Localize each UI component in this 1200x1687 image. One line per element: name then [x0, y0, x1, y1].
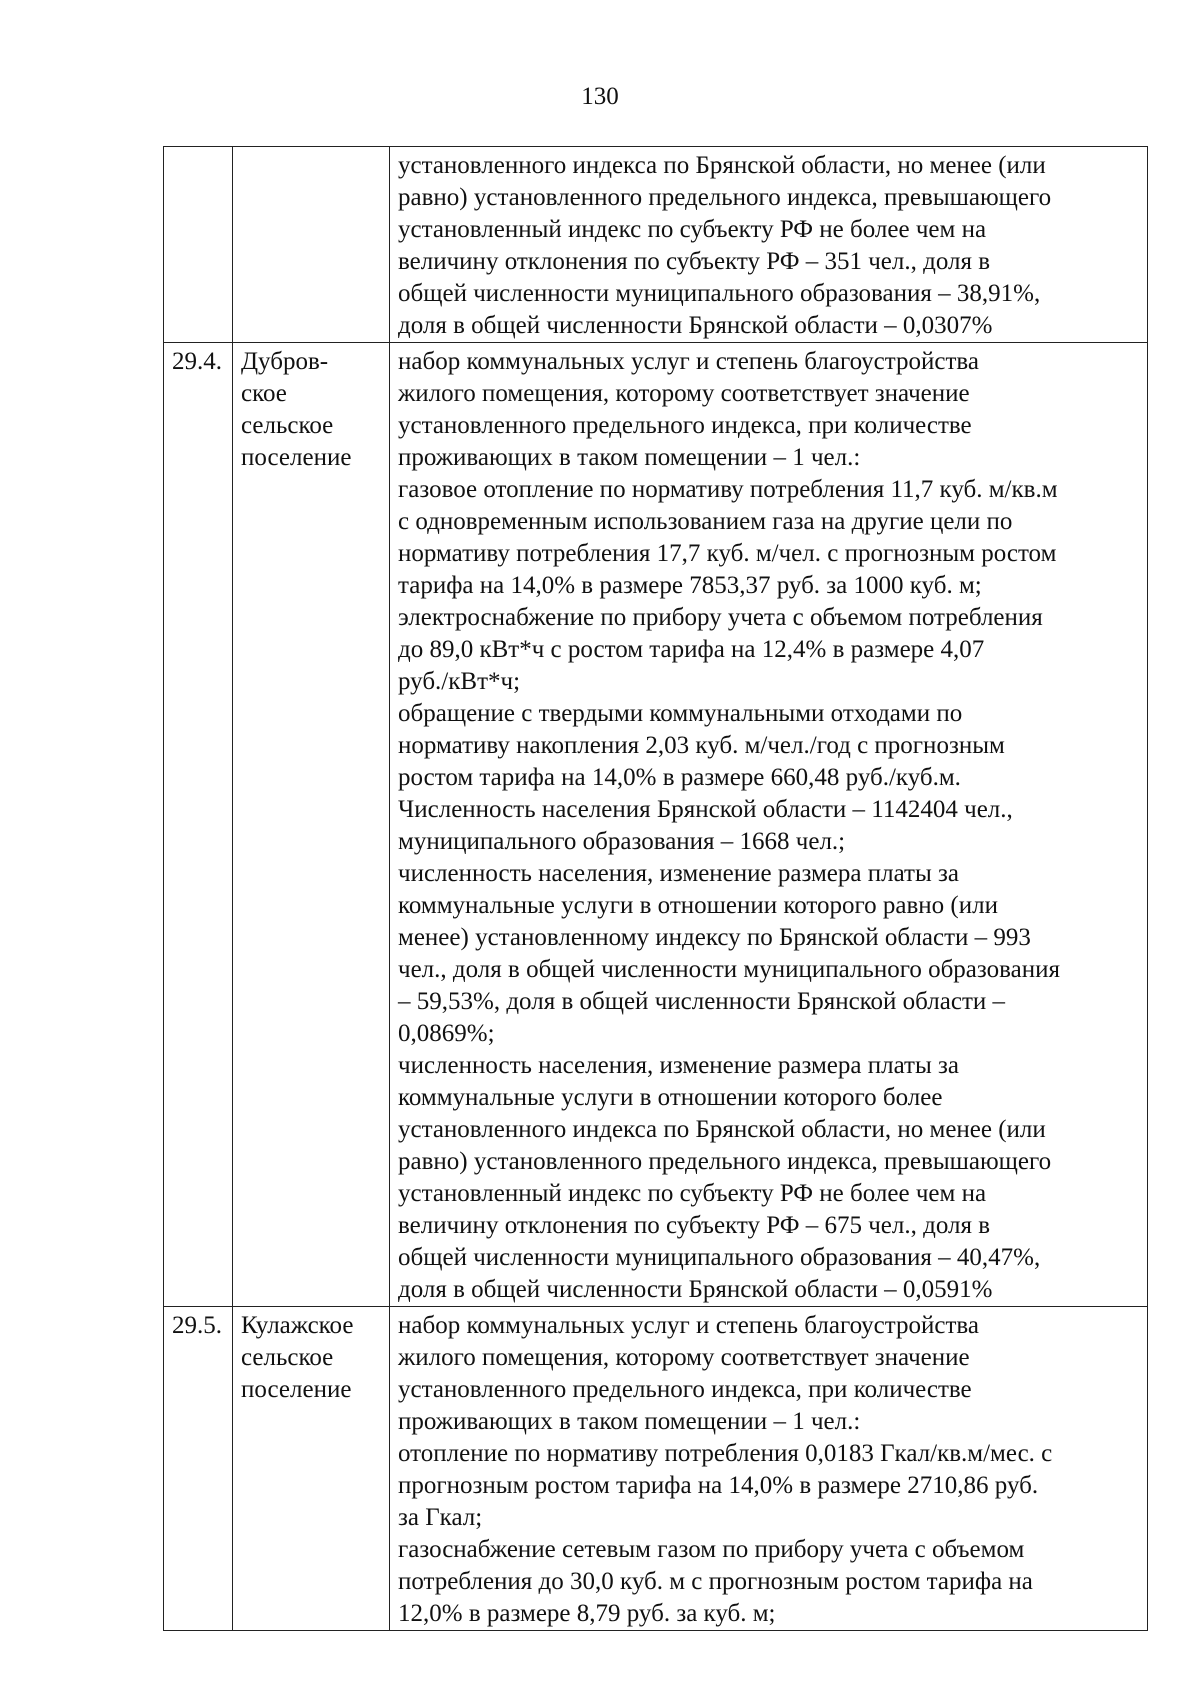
settlement-name-cell: [233, 343, 390, 1307]
description-line: установленного предельного индекса, при количестве: [398, 1376, 972, 1403]
settlement-name-line: Кулажское: [241, 1312, 354, 1339]
description-line: – 59,53%, доля в общей численности Брянской области –: [398, 988, 1005, 1015]
description-line: набор коммунальных услуг и степень благоустройства: [398, 1312, 979, 1339]
description-line: Численность населения Брянской области – 1142404 чел.,: [398, 796, 1013, 823]
description-cell: [390, 343, 1148, 1307]
description-line: нормативу накопления 2,03 куб. м/чел./год с прогнозным: [398, 732, 1005, 759]
table-row: [164, 1307, 1148, 1631]
page-number: 130: [581, 83, 619, 110]
description-line: доля в общей численности Брянской области – 0,0307%: [398, 312, 993, 339]
description-line: газовое отопление по нормативу потребления 11,7 куб. м/кв.м: [398, 476, 1058, 503]
description-line: жилого помещения, которому соответствует значение: [398, 1344, 970, 1371]
description-line: доля в общей численности Брянской области – 0,0591%: [398, 1276, 993, 1303]
row-number-cell: [164, 147, 233, 343]
description-line: газоснабжение сетевым газом по прибору учета с объемом: [398, 1536, 1025, 1563]
settlement-name-line: ское: [241, 380, 287, 407]
settlement-name-line: Дубров-: [241, 348, 329, 375]
description-line: тарифа на 14,0% в размере 7853,37 руб. за 1000 куб. м;: [398, 572, 982, 599]
description-line: руб./кВт*ч;: [398, 668, 521, 695]
description-line: установленного предельного индекса, при количестве: [398, 412, 972, 439]
description-line: проживающих в таком помещении – 1 чел.:: [398, 1408, 861, 1435]
settlement-name-cell: [233, 147, 390, 343]
settlement-name-line: сельское: [241, 1344, 334, 1371]
description-line: менее) установленному индексу по Брянской области – 993: [398, 924, 1031, 951]
table-body: [164, 147, 1148, 1631]
settlement-name-line: поселение: [241, 444, 352, 471]
description-line: установленный индекс по субъекту РФ не более чем на: [398, 1180, 987, 1207]
description-line: чел., доля в общей численности муниципального образования: [398, 956, 1060, 983]
row-number-cell: [164, 343, 233, 1307]
description-line: равно) установленного предельного индекса, превышающего: [398, 184, 1052, 211]
description-line: численность населения, изменение размера платы за: [398, 1052, 959, 1079]
description-line: установленного индекса по Брянской области, но менее (или: [398, 152, 1046, 179]
description-line: величину отклонения по субъекту РФ – 675 чел., доля в: [398, 1212, 991, 1239]
description-line: равно) установленного предельного индекса, превышающего: [398, 1148, 1052, 1175]
description-line: муниципального образования – 1668 чел.;: [398, 828, 846, 855]
description-cell: [390, 1307, 1148, 1631]
municipal-index-table: [163, 146, 1148, 1631]
description-line: общей численности муниципального образования – 38,91%,: [398, 280, 1041, 307]
description-line: проживающих в таком помещении – 1 чел.:: [398, 444, 861, 471]
description-cell: [390, 147, 1148, 343]
description-line: с одновременным использованием газа на другие цели по: [398, 508, 1013, 535]
table-row: [164, 147, 1148, 343]
settlement-name-line: поселение: [241, 1376, 352, 1403]
description-line: установленного индекса по Брянской области, но менее (или: [398, 1116, 1046, 1143]
description-line: обращение с твердыми коммунальными отходами по: [398, 700, 963, 727]
description-line: за Гкал;: [398, 1504, 483, 1531]
description-line: 0,0869%;: [398, 1020, 495, 1047]
description-line: величину отклонения по субъекту РФ – 351 чел., доля в: [398, 248, 991, 275]
settlement-name-line: сельское: [241, 412, 334, 439]
table-row: [164, 343, 1148, 1307]
description-line: до 89,0 кВт*ч с ростом тарифа на 12,4% в размере 4,07: [398, 636, 985, 663]
description-line: прогнозным ростом тарифа на 14,0% в размере 2710,86 руб.: [398, 1472, 1039, 1499]
description-line: общей численности муниципального образования – 40,47%,: [398, 1244, 1041, 1271]
description-line: жилого помещения, которому соответствует значение: [398, 380, 970, 407]
description-line: набор коммунальных услуг и степень благоустройства: [398, 348, 979, 375]
row-number: 29.5.: [172, 1312, 222, 1339]
description-line: нормативу потребления 17,7 куб. м/чел. с прогнозным ростом: [398, 540, 1057, 567]
description-line: потребления до 30,0 куб. м с прогнозным ростом тарифа на: [398, 1568, 1033, 1595]
description-line: отопление по нормативу потребления 0,0183 Гкал/кв.м/мес. с: [398, 1440, 1053, 1467]
row-number: 29.4.: [172, 348, 222, 375]
description-line: коммунальные услуги в отношении которого более: [398, 1084, 943, 1111]
description-line: 12,0% в размере 8,79 руб. за куб. м;: [398, 1600, 776, 1627]
description-line: коммунальные услуги в отношении которого равно (или: [398, 892, 998, 919]
description-line: численность населения, изменение размера платы за: [398, 860, 959, 887]
description-line: ростом тарифа на 14,0% в размере 660,48 руб./куб.м.: [398, 764, 961, 791]
description-line: установленный индекс по субъекту РФ не более чем на: [398, 216, 987, 243]
settlement-name-cell: [233, 1307, 390, 1631]
row-number-cell: [164, 1307, 233, 1631]
description-line: электроснабжение по прибору учета с объемом потребления: [398, 604, 1043, 631]
